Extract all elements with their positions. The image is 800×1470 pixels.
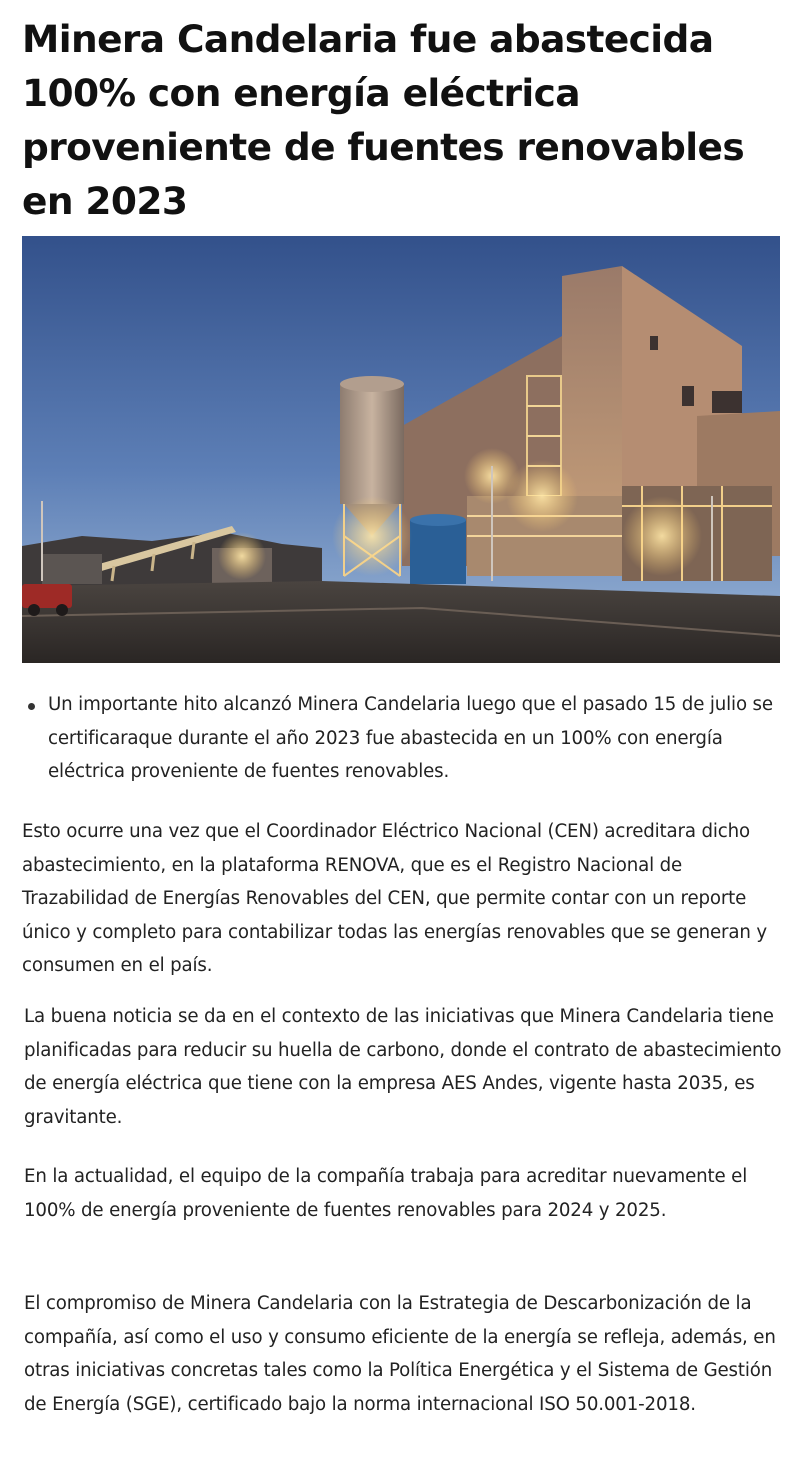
paragraph: El compromiso de Minera Candelaria con la Estrategia de Descarbonización de la compañía, así como el uso y consumo eficiente de la energía se refleja, además, en otras iniciativas concretas tales como la Política Energética y el Sistema de Gestión de Energía (SGE), certificado bajo la norma internacional ISO 50.001-2018.: [24, 1293, 776, 1415]
paragraph: Esto ocurre una vez que el Coordinador Eléctrico Nacional (CEN) acreditara dicho abastecimiento, en la plataforma RENOVA, que es el Registro Nacional de Trazabilidad de Energías Renovables del CEN, que permite contar con un reporte único y completo para contabilizar todas las energías renovables que se generan y consumen en el país.: [22, 821, 767, 976]
paragraph: La buena noticia se da en el contexto de las iniciativas que Minera Candelaria tiene planificadas para reducir su huella de carbono, donde el contrato de abastecimiento de energía eléctrica que tiene con la empresa AES Andes, vigente hasta 2035, es gravitante.: [24, 1006, 782, 1128]
bullet-text: Un importante hito alcanzó Minera Candelaria luego que el pasado 15 de julio se certificaraque durante el año 2023 fue abastecida en un 100% con energía eléctrica proveniente de fuentes renovables.: [48, 694, 773, 782]
list-item: [24, 688, 784, 789]
article-title: Minera Candelaria fue abastecida 100% con energía eléctrica proveniente de fuentes renovables en 2023: [22, 17, 745, 223]
mine-plant-photo: [22, 236, 780, 663]
bullet-icon: [28, 703, 35, 710]
paragraph: En la actualidad, el equipo de la compañía trabaja para acreditar nuevamente el 100% de energía proveniente de fuentes renovables para 2024 y 2025.: [24, 1166, 748, 1221]
highlight-list: [24, 688, 784, 789]
